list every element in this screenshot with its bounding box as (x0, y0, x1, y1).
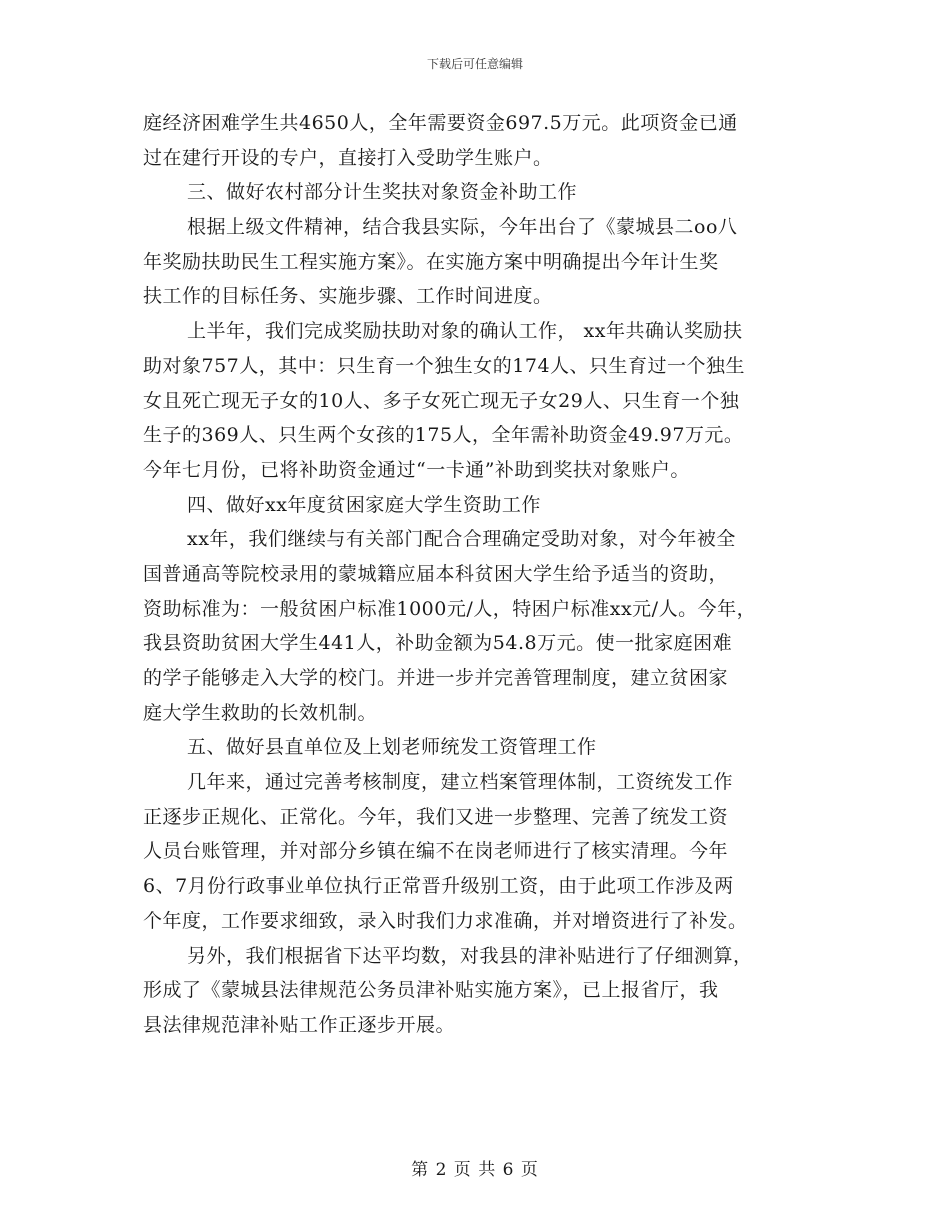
text-line: 三、做好农村部分计生奖扶对象资金补助工作 (187, 181, 578, 204)
text-line: 人员台账管理，并对部分乡镇在编不在岗老师进行了核实清理。今年 (143, 840, 729, 863)
page-footer: 第 2 页 共 6 页 (411, 1160, 539, 1180)
text-line: 四、做好xx年度贫困家庭大学生资助工作 (187, 493, 541, 516)
document-body (143, 106, 833, 1043)
text-line: 助对象757人，其中：只生育一个独生女的174人、只生育过一个独生 (143, 354, 746, 377)
text-line: 资助标准为：一般贫困户标准1000元/人，特困户标准xx元/人。今年， (143, 597, 757, 620)
text-line: 上半年，我们完成奖励扶助对象的确认工作， xx年共确认奖励扶 (187, 320, 743, 343)
text-line: 个年度，工作要求细致，录入时我们力求准确，并对增资进行了补发。 (143, 909, 748, 932)
text-line: 生子的369人、只生两个女孩的175人，全年需补助资金49.97万元。 (143, 424, 744, 447)
page-header: 下载后可任意编辑 (426, 57, 523, 71)
text-line: 的学子能够走入大学的校门。并进一步并完善管理制度，建立贫困家 (143, 667, 729, 689)
text-line: 几年来，通过完善考核制度，建立档案管理体制，工资统发工作 (187, 771, 734, 794)
text-line: 年奖励扶助民生工程实施方案》。在实施方案中明确提出今年计生奖 (143, 250, 719, 273)
text-line: 女且死亡现无子女的10人、多子女死亡现无子女29人、只生育一个独 (143, 389, 740, 412)
text-line: 扶工作的目标任务、实施步骤、工作时间进度。 (143, 285, 553, 308)
text-line: 根据上级文件精神，结合我县实际，今年出台了《蒙城县二oo八 (187, 216, 738, 239)
text-line: 我县资助贫困大学生441人，补助金额为54.8万元。使一批家庭困难 (143, 632, 733, 655)
text-line: 五、做好县直单位及上划老师统发工资管理工作 (187, 736, 597, 759)
text-line: 过在建行开设的专户，直接打入受助学生账户。 (143, 146, 553, 169)
text-line: 6、7月份行政事业单位执行正常晋升级别工资，由于此项工作涉及两 (143, 875, 734, 898)
text-line: 正逐步正规化、正常化。今年，我们又进一步整理、完善了统发工资 (143, 805, 729, 828)
text-line: 庭经济困难学生共4650人，全年需要资金697.5万元。此项资金已通 (143, 112, 738, 134)
text-line: 形成了《蒙城县法律规范公务员津补贴实施方案》，已上报省厅，我 (143, 979, 719, 1002)
text-line: 县法律规范津补贴工作正逐步开展。 (143, 1013, 456, 1036)
text-line: xx年，我们继续与有关部门配合合理确定受助对象，对今年被全 (187, 528, 736, 551)
text-line: 国普通高等院校录用的蒙城籍应届本科贫困大学生给予适当的资助， (143, 562, 729, 585)
text-line: 今年七月份，已将补助资金通过“一卡通”补助到奖扶对象账户。 (143, 458, 690, 481)
text-line: 庭大学生救助的长效机制。 (143, 701, 378, 724)
text-line: 另外，我们根据省下达平均数，对我县的津补贴进行了仔细测算， (187, 944, 753, 967)
